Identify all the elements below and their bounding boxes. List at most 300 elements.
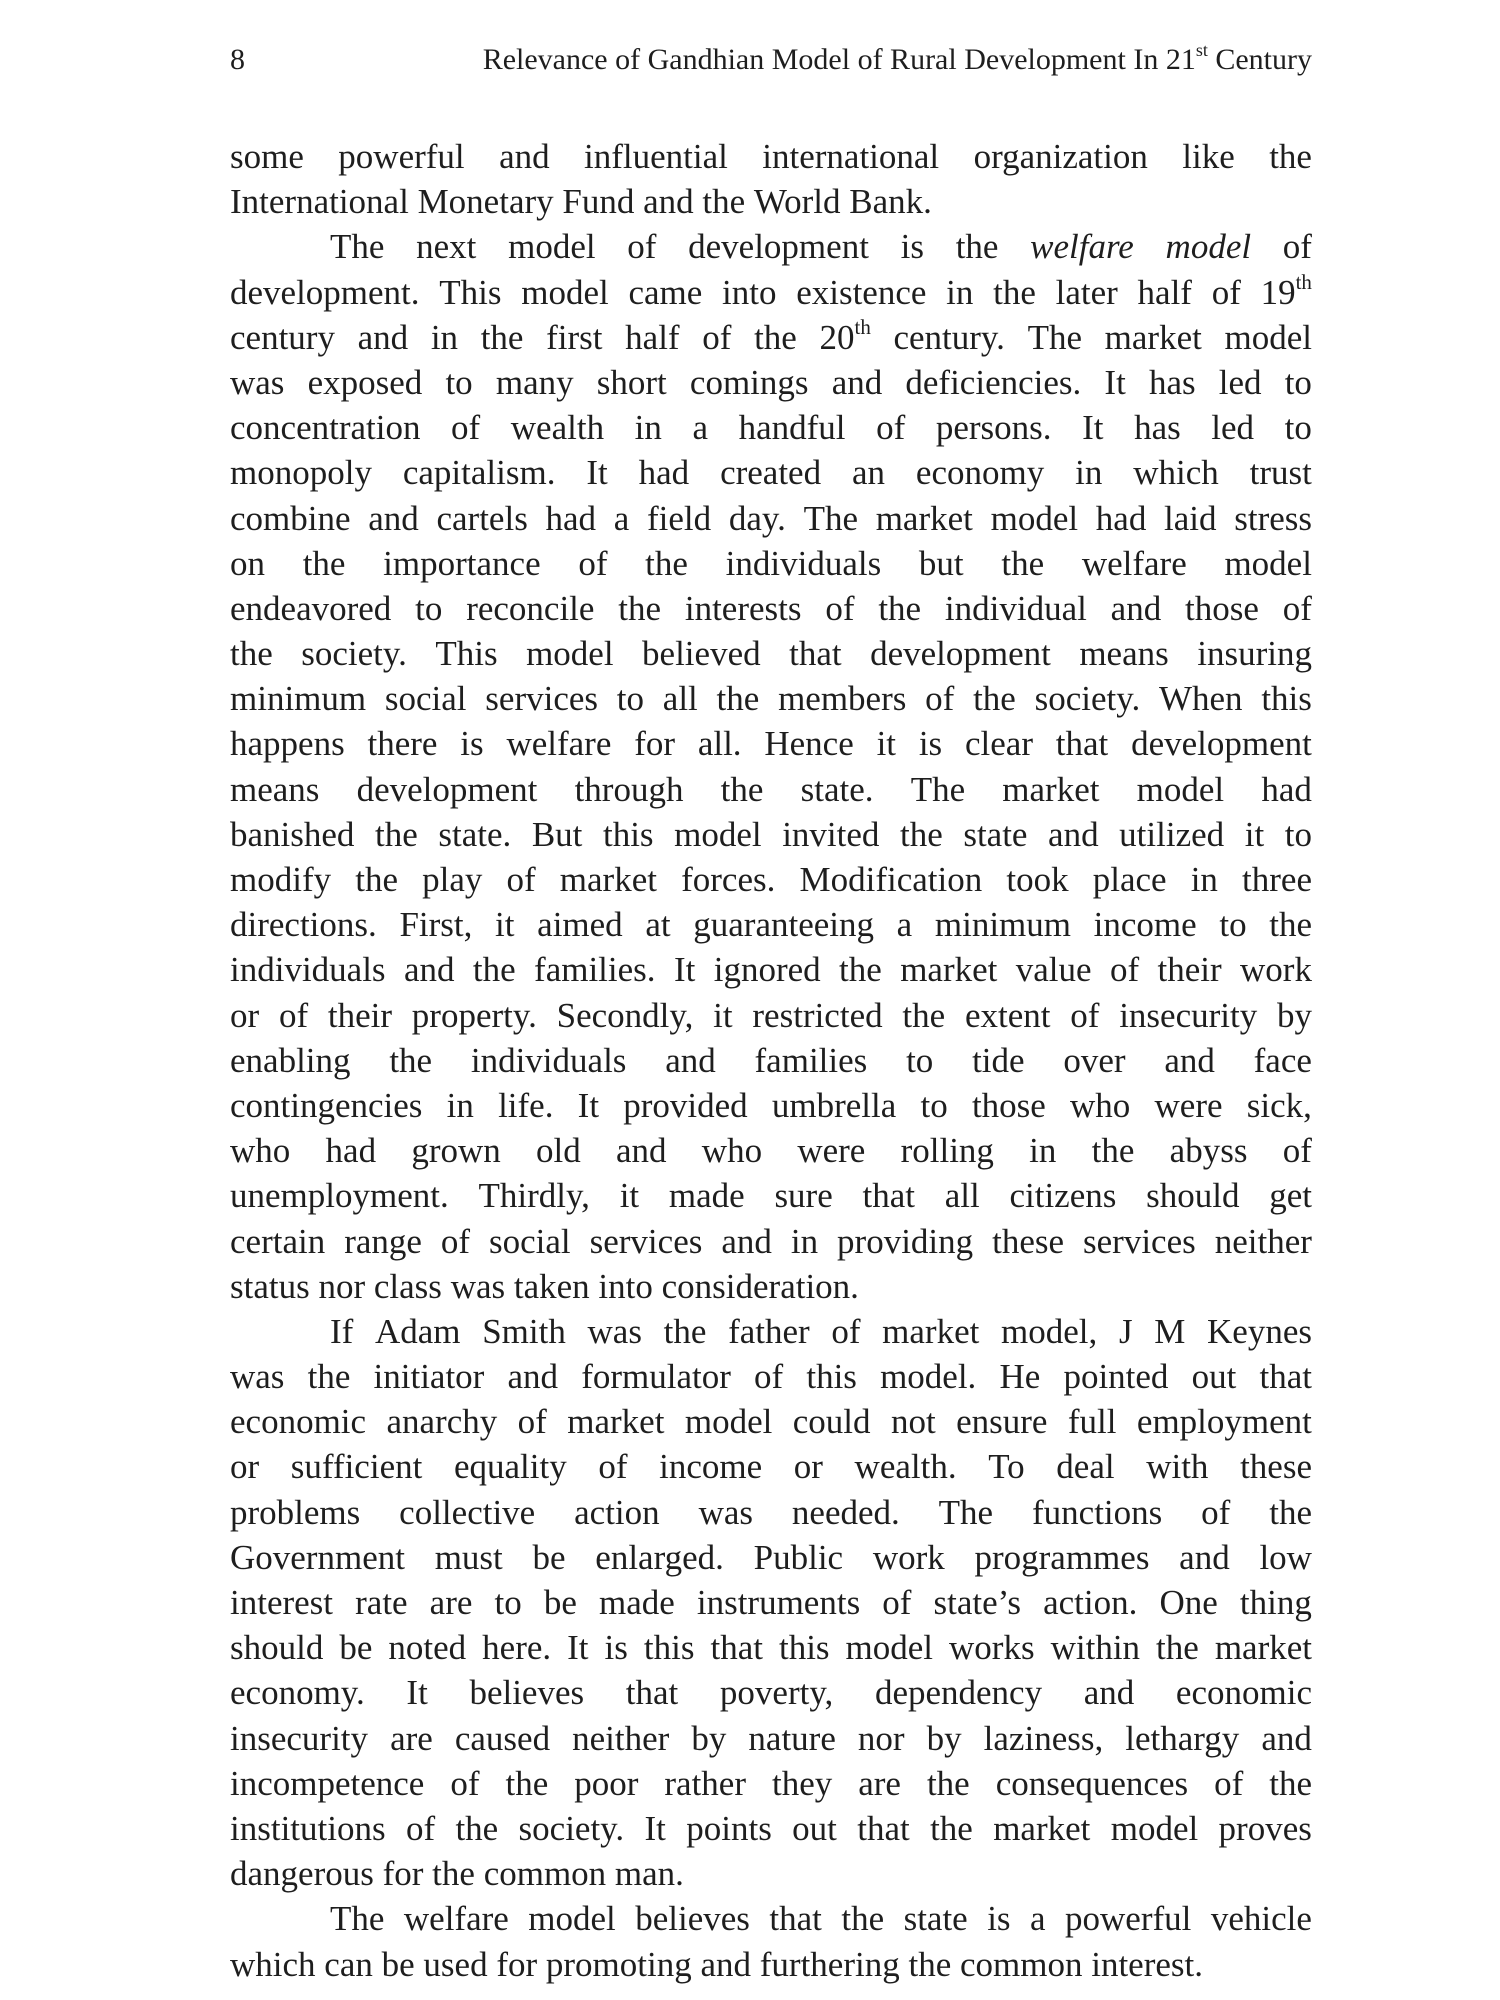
- word: of: [1282, 1131, 1312, 1171]
- word: half: [625, 317, 680, 357]
- word: banished: [230, 814, 355, 854]
- word: Bank.: [849, 182, 932, 222]
- word: of: [578, 543, 608, 583]
- word: a: [896, 905, 913, 945]
- word: cartels: [436, 498, 528, 538]
- word: the: [1091, 1131, 1135, 1171]
- text-line: [230, 360, 1312, 405]
- text-line: [230, 1806, 1312, 1851]
- word: wealth.: [854, 1447, 957, 1487]
- word: of: [1282, 588, 1312, 628]
- word: society.: [518, 1808, 625, 1848]
- word: status: [230, 1266, 310, 1306]
- word: was: [587, 1311, 642, 1351]
- word: members: [778, 679, 907, 719]
- word: the: [645, 543, 688, 583]
- word: in: [1029, 1131, 1057, 1171]
- word: of: [825, 588, 855, 628]
- text-line: [230, 1942, 1312, 1987]
- word: of: [278, 995, 309, 1035]
- word: problems: [230, 1492, 361, 1532]
- word: who: [701, 1131, 763, 1171]
- running-title-main: Relevance of Gandhian Model of Rural Development In 21: [482, 43, 1196, 76]
- word: society.: [1034, 679, 1141, 719]
- word: but: [918, 543, 964, 583]
- word: should: [1146, 1176, 1240, 1216]
- word: sufficient: [290, 1447, 423, 1487]
- word: be: [339, 1628, 373, 1668]
- word: are: [858, 1763, 901, 1803]
- word: economy.: [230, 1673, 365, 1713]
- word: later: [1055, 272, 1118, 312]
- word: If: [330, 1311, 354, 1351]
- word: programmes: [974, 1537, 1150, 1577]
- word: The: [330, 1899, 385, 1939]
- word: the: [899, 814, 943, 854]
- word: father: [728, 1311, 810, 1351]
- word: the: [1269, 905, 1312, 945]
- word: of: [702, 317, 732, 357]
- word: It: [1104, 362, 1126, 402]
- word: One: [1159, 1583, 1218, 1622]
- word: the: [389, 1040, 433, 1080]
- word: equality: [453, 1447, 567, 1487]
- word: those: [1185, 588, 1259, 628]
- word: had: [1261, 769, 1312, 809]
- word: M: [1154, 1311, 1186, 1351]
- text-line: [230, 450, 1312, 495]
- word: who: [1070, 1085, 1131, 1125]
- word: grown: [411, 1131, 501, 1171]
- word: capitalism.: [402, 453, 556, 493]
- word: for: [382, 1854, 424, 1894]
- word: the: [1156, 1628, 1199, 1668]
- text-line: [230, 1670, 1312, 1715]
- word: over: [1063, 1040, 1126, 1080]
- word: to: [906, 1040, 934, 1080]
- word: of: [1214, 1763, 1244, 1803]
- running-title-superscript: st: [1195, 40, 1208, 61]
- word: unemployment.: [230, 1176, 449, 1216]
- word: by: [926, 1718, 962, 1758]
- word: social: [384, 679, 467, 719]
- word: this: [806, 1357, 857, 1397]
- word: It: [406, 1673, 428, 1713]
- word: endeavored: [230, 588, 392, 628]
- word: dependency: [874, 1673, 1043, 1713]
- word: welfare: [506, 724, 612, 764]
- word: nor: [857, 1718, 905, 1758]
- word: the: [302, 543, 346, 583]
- word: led: [1218, 362, 1262, 402]
- word: sick,: [1246, 1085, 1312, 1125]
- word: state: [903, 1899, 968, 1939]
- word: utilized: [1119, 814, 1225, 854]
- word: individuals: [725, 543, 882, 583]
- word: development: [356, 769, 538, 809]
- word: the: [841, 1899, 885, 1939]
- word: Fund: [562, 182, 635, 222]
- word: at: [645, 905, 671, 945]
- word: contingencies: [230, 1085, 423, 1125]
- word: Government: [230, 1537, 405, 1577]
- word: deficiencies.: [905, 362, 1082, 402]
- text-line: [230, 270, 1312, 315]
- word: dangerous: [230, 1854, 374, 1894]
- word: taken: [513, 1266, 590, 1306]
- word: market: [567, 1402, 665, 1442]
- word: place: [1092, 860, 1167, 899]
- word: property.: [411, 995, 537, 1035]
- word: It: [1082, 408, 1104, 448]
- word: development: [1131, 724, 1312, 764]
- word: wealth: [510, 408, 605, 448]
- word: believes: [635, 1899, 750, 1939]
- text-line: [230, 1264, 1312, 1309]
- word: Smith: [482, 1311, 566, 1351]
- text-line: [230, 1535, 1312, 1580]
- word: common: [959, 1944, 1083, 1984]
- word: modify: [230, 860, 332, 899]
- word: it: [876, 724, 897, 764]
- text-line: [230, 1761, 1312, 1806]
- word: economic: [1175, 1673, 1312, 1713]
- word: all: [662, 679, 698, 719]
- word: by: [1277, 995, 1312, 1035]
- word: to: [494, 1583, 522, 1622]
- word: The: [938, 1492, 994, 1532]
- word: to: [616, 679, 645, 719]
- word: to: [920, 1085, 948, 1125]
- word: this: [778, 1628, 830, 1668]
- word: rather: [664, 1763, 746, 1803]
- word: consideration.: [661, 1266, 859, 1306]
- word: families.: [534, 950, 656, 990]
- word: of: [405, 1808, 436, 1848]
- text-line: [230, 902, 1312, 947]
- word: citizens: [1009, 1176, 1117, 1216]
- word: by: [691, 1718, 727, 1758]
- word: it: [495, 905, 515, 945]
- word: the: [480, 317, 524, 357]
- word: When: [1158, 679, 1243, 719]
- word: on: [230, 543, 265, 583]
- word: was: [450, 1266, 506, 1306]
- word: and: [368, 498, 419, 538]
- word: the: [926, 1763, 970, 1803]
- word: happens: [230, 724, 345, 764]
- word: and: [1261, 1718, 1312, 1758]
- word: had: [545, 498, 597, 538]
- word: and: [357, 317, 409, 357]
- word: model: [1110, 1808, 1199, 1848]
- word: their: [327, 995, 393, 1035]
- text-line: [230, 676, 1312, 721]
- paragraph: [230, 224, 1312, 1309]
- word: and: [700, 1944, 752, 1984]
- word: had: [638, 453, 690, 493]
- word: powerful: [338, 137, 465, 176]
- word: and: [616, 1131, 667, 1171]
- text-line: [230, 767, 1312, 812]
- word: could: [792, 1402, 871, 1442]
- word: Hence: [764, 724, 854, 764]
- word: or: [793, 1447, 823, 1487]
- word: model: [674, 814, 762, 854]
- word: means: [1079, 634, 1169, 674]
- word: existence: [796, 272, 927, 312]
- word: is: [987, 1899, 1011, 1939]
- word: welfare: [1081, 543, 1187, 583]
- word: directions.: [230, 905, 377, 945]
- word: the: [375, 814, 418, 854]
- word: believes: [469, 1673, 585, 1713]
- word: proves: [1218, 1808, 1312, 1848]
- word: and: [643, 182, 694, 222]
- word: insecurity: [1119, 995, 1258, 1035]
- word: initiator: [373, 1357, 485, 1397]
- word: aimed: [537, 905, 623, 945]
- word: international: [762, 137, 940, 176]
- word: interest.: [1091, 1944, 1203, 1984]
- word: comings: [689, 362, 809, 402]
- word: range: [344, 1221, 422, 1261]
- word: or: [230, 995, 260, 1035]
- word: of: [506, 860, 536, 899]
- word: this: [602, 814, 654, 854]
- word: organization: [973, 137, 1148, 176]
- word: functions: [1032, 1492, 1163, 1532]
- word: International: [230, 182, 409, 222]
- word: half: [1137, 272, 1192, 312]
- word: World: [753, 182, 841, 222]
- word: the: [902, 995, 946, 1035]
- word: caused: [454, 1718, 551, 1758]
- paragraph: [230, 1896, 1312, 1986]
- word: model: [1224, 317, 1312, 357]
- word: of: [754, 1357, 784, 1397]
- word: these: [992, 1221, 1065, 1261]
- word: was: [698, 1492, 753, 1532]
- word: of: [598, 1447, 628, 1487]
- word: services: [485, 679, 599, 719]
- word: out: [1191, 1357, 1237, 1397]
- word: of: [627, 227, 657, 267]
- word: guaranteeing: [693, 905, 875, 945]
- word: welfare: [1030, 227, 1134, 267]
- word: value: [1015, 950, 1092, 990]
- word: importance: [383, 543, 541, 583]
- word: stress: [1234, 498, 1312, 538]
- word: social: [489, 1221, 571, 1261]
- word: model: [526, 634, 614, 674]
- word: they: [771, 1763, 833, 1803]
- word: is: [460, 724, 484, 764]
- text-line: [230, 1625, 1312, 1670]
- word: were: [797, 1131, 866, 1171]
- word: He: [999, 1357, 1041, 1397]
- word: low: [1259, 1537, 1312, 1577]
- word: laid: [1164, 498, 1217, 538]
- word: families: [754, 1040, 868, 1080]
- word: and: [1083, 1673, 1135, 1713]
- word: pointed: [1063, 1357, 1169, 1397]
- text-line: [230, 1716, 1312, 1761]
- word: individuals: [230, 950, 386, 990]
- word: Keynes: [1207, 1311, 1312, 1351]
- word: development.: [230, 272, 420, 312]
- word: the: [455, 1808, 499, 1848]
- word: a: [1030, 1899, 1046, 1939]
- word: Monetary: [417, 182, 554, 222]
- word: and: [665, 1040, 716, 1080]
- word: the: [505, 1763, 549, 1803]
- word: that: [1259, 1357, 1312, 1397]
- word: abyss: [1169, 1131, 1248, 1171]
- word: provided: [623, 1085, 748, 1125]
- text-line: [230, 224, 1312, 269]
- word: day.: [728, 498, 786, 538]
- word: institutions: [230, 1808, 386, 1848]
- word: and: [507, 1357, 559, 1397]
- word: neither: [1214, 1221, 1312, 1261]
- word: 20th: [819, 315, 871, 357]
- word: this: [1261, 679, 1312, 719]
- word: society.: [301, 634, 407, 674]
- word: the: [230, 634, 273, 674]
- word: promoting: [545, 1944, 692, 1984]
- word: needed.: [791, 1492, 900, 1532]
- word: the: [355, 860, 398, 899]
- word: that: [789, 634, 842, 674]
- text-line: [230, 721, 1312, 766]
- text-line: [230, 134, 1312, 179]
- word: in: [430, 317, 459, 357]
- word: rolling: [900, 1131, 994, 1171]
- page-number: 8: [230, 43, 245, 76]
- word: within: [1050, 1628, 1141, 1668]
- text-line: [230, 496, 1312, 541]
- word: and: [1048, 814, 1099, 854]
- word: was: [230, 362, 285, 402]
- word: for: [496, 1944, 538, 1984]
- word: It: [577, 1085, 600, 1125]
- word: that: [769, 1899, 822, 1939]
- word: who: [230, 1131, 291, 1171]
- word: combine: [230, 498, 351, 538]
- word: face: [1253, 1040, 1312, 1080]
- text-line: [230, 947, 1312, 992]
- word: model: [1224, 543, 1312, 583]
- word: out: [792, 1808, 837, 1848]
- word: state.: [438, 814, 512, 854]
- word: and: [721, 1221, 772, 1261]
- word: employment: [1136, 1402, 1312, 1442]
- word: can: [324, 1944, 373, 1984]
- word: these: [1240, 1447, 1312, 1487]
- word: model.: [880, 1357, 977, 1397]
- word: concentration: [230, 408, 421, 448]
- word: get: [1269, 1176, 1312, 1216]
- word: should: [230, 1628, 324, 1668]
- word: and: [1164, 1040, 1215, 1080]
- word: through: [574, 769, 684, 809]
- word: are: [429, 1583, 473, 1622]
- word: welfare: [403, 1899, 509, 1939]
- text-line: [230, 1399, 1312, 1444]
- word: interest: [230, 1583, 334, 1622]
- word: the: [908, 1944, 952, 1984]
- word: first: [546, 317, 603, 357]
- text-line: [230, 1128, 1312, 1173]
- word: of: [876, 408, 906, 448]
- word: to: [1284, 362, 1312, 402]
- word: that: [1055, 724, 1109, 764]
- word: here.: [482, 1628, 552, 1668]
- word: in: [1190, 860, 1218, 899]
- word: to: [1284, 408, 1312, 448]
- word: model: [990, 498, 1079, 538]
- word: services: [1083, 1221, 1196, 1261]
- word: work: [1240, 950, 1312, 990]
- paragraph: [230, 134, 1312, 224]
- word: exposed: [307, 362, 423, 402]
- word: has: [1134, 408, 1181, 448]
- word: model: [1136, 769, 1225, 809]
- word: minimum: [934, 905, 1071, 945]
- word: in: [446, 1085, 474, 1125]
- word: market: [993, 1808, 1091, 1848]
- text-line: [230, 1444, 1312, 1489]
- word: income: [659, 1447, 763, 1487]
- word: sure: [774, 1176, 833, 1216]
- text-line: [230, 405, 1312, 450]
- text-line: [230, 812, 1312, 857]
- word: vehicle: [1210, 1899, 1312, 1939]
- word: reconcile: [466, 588, 595, 628]
- word: of: [1109, 950, 1140, 990]
- word: First,: [399, 905, 473, 945]
- word: services: [589, 1221, 703, 1261]
- word: model: [508, 227, 596, 267]
- word: and: [1179, 1537, 1230, 1577]
- running-title-end: Century: [1207, 43, 1312, 76]
- word: Public: [753, 1537, 844, 1577]
- word: of: [517, 1402, 547, 1442]
- word: handful: [738, 408, 846, 448]
- word: the: [1269, 1763, 1312, 1803]
- text-line: [230, 315, 1312, 360]
- word: market: [1002, 769, 1100, 809]
- word: The: [803, 498, 858, 538]
- word: to: [445, 362, 473, 402]
- word: work: [872, 1537, 945, 1577]
- text-line: [230, 1580, 1312, 1625]
- word: powerful: [1065, 1899, 1192, 1939]
- word: in: [1075, 453, 1103, 493]
- word: had: [1095, 498, 1147, 538]
- word: into: [722, 272, 777, 312]
- word: Adam: [374, 1311, 461, 1351]
- word: trust: [1249, 453, 1312, 493]
- word: market: [875, 498, 973, 538]
- word: is: [918, 724, 943, 764]
- word: that: [857, 1808, 910, 1848]
- word: the: [618, 588, 662, 628]
- word: for: [634, 724, 675, 764]
- word: be: [532, 1537, 566, 1577]
- word: market: [1104, 317, 1202, 357]
